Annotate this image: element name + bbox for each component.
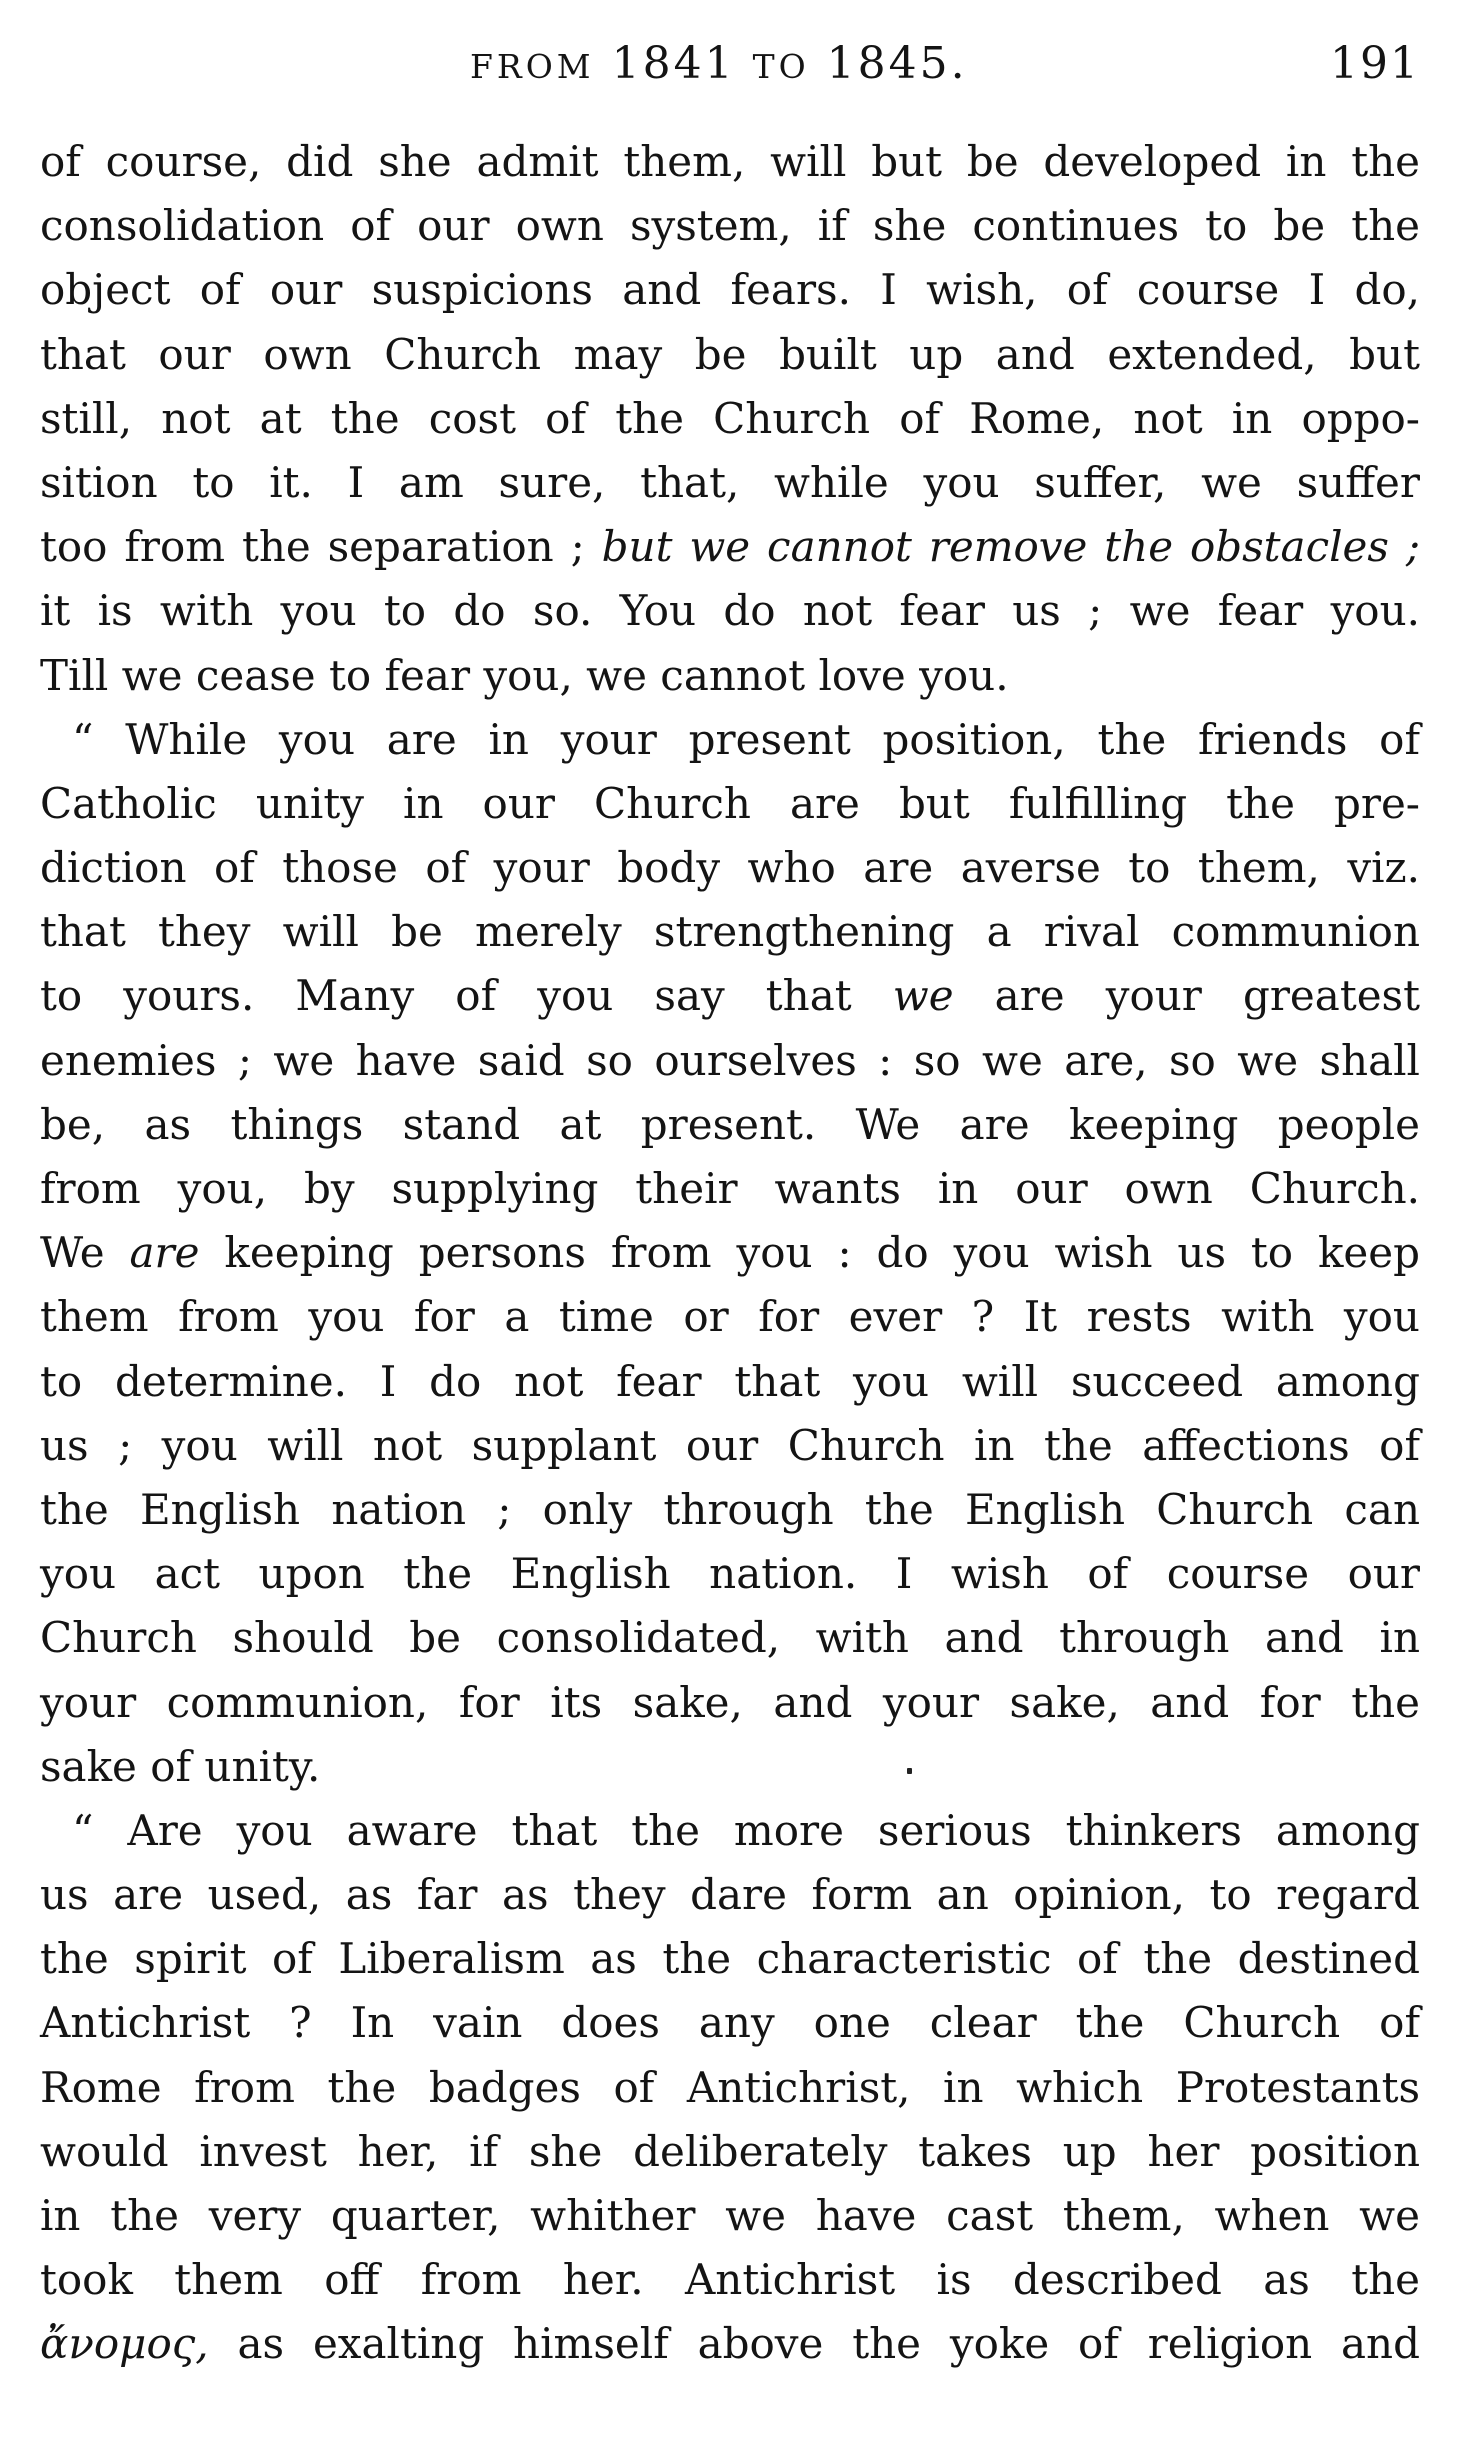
text-line: [40, 964, 1420, 1028]
text-line: the spirit of Liberalism as the characteristic of the destined: [40, 1934, 1420, 1984]
text-run: We: [40, 1228, 105, 1278]
text-line: Rome from the badges of Antichrist, in which Protestants: [40, 2062, 1420, 2112]
running-title: [470, 38, 968, 89]
page-number: 191: [1330, 38, 1420, 89]
running-title-from: FROM: [470, 47, 595, 86]
italic-text: are: [129, 1228, 200, 1278]
text-line: took them off from her. Antichrist is described as the: [40, 2255, 1420, 2305]
text-line: [40, 1221, 1420, 1285]
text-line: enemies ; we have said so ourselves : so we are, so we shall: [40, 1035, 1420, 1085]
text-run: to yours. Many of you say that: [40, 971, 852, 1021]
text-run: keeping persons from you : do you wish us to keep: [224, 1228, 1421, 1278]
print-speck: [907, 1768, 912, 1774]
text-line: would invest her, if she deliberately takes up her position: [40, 2126, 1420, 2176]
text-line: that they will be merely strengthening a rival communion: [40, 907, 1420, 957]
running-title-to: TO: [752, 47, 810, 86]
text-line: your communion, for its sake, and your sake, and for the: [40, 1677, 1420, 1727]
text-line: Till we cease to fear you, we cannot love you.: [40, 650, 1009, 700]
text-run: as exalting himself above the yoke of religion and: [237, 2319, 1420, 2369]
text-run: are your greatest: [994, 971, 1420, 1021]
text-line: it is with you to do so. You do not fear us ; we fear you.: [40, 586, 1420, 636]
text-line: “ Are you aware that the more serious thinkers among: [72, 1805, 1420, 1855]
text-line: “ While you are in your present position, the friends of: [72, 714, 1420, 764]
book-page: [40, 0, 1420, 2377]
text-line: [40, 515, 1420, 579]
text-line: Catholic unity in our Church are but fulfilling the pre-: [40, 778, 1420, 828]
text-line: us ; you will not supplant our Church in the affections of: [40, 1420, 1420, 1470]
italic-text: we: [892, 971, 954, 1021]
text-line: [40, 2312, 1420, 2376]
text-line: to determine. I do not fear that you will succeed among: [40, 1356, 1420, 1406]
text-line: consolidation of our own system, if she continues to be the: [40, 201, 1420, 251]
text-line: you act upon the English nation. I wish of course our: [40, 1549, 1420, 1599]
text-line: sition to it. I am sure, that, while you suffer, we suffer: [40, 457, 1420, 507]
text-line: be, as things stand at present. We are keeping people: [40, 1099, 1420, 1149]
text-line: that our own Church may be built up and extended, but: [40, 329, 1420, 379]
body-text: [40, 130, 1420, 2377]
text-line: sake of unity.: [40, 1741, 321, 1791]
text-line: Antichrist ? In vain does any one clear the Church of: [40, 1998, 1420, 2048]
text-line: the English nation ; only through the English Church can: [40, 1484, 1420, 1534]
text-line: from you, by supplying their wants in our own Church.: [40, 1164, 1420, 1213]
text-line: us are used, as far as they dare form an opinion, to regard: [40, 1870, 1420, 1920]
text-line: in the very quarter, whither we have cast them, when we: [40, 2191, 1420, 2240]
text-line: Church should be consolidated, with and through and in: [40, 1613, 1420, 1663]
italic-text: but we cannot remove the obstacles ;: [601, 522, 1420, 572]
text-line: object of our suspicions and fears. I wish, of course I do,: [40, 265, 1420, 315]
text-line: of course, did she admit them, will but be developed in the: [40, 137, 1420, 186]
greek-word: ἄνομος,: [40, 2319, 209, 2369]
text-line: still, not at the cost of the Church of Rome, not in oppo-: [40, 393, 1420, 443]
text-line: diction of those of your body who are averse to them, viz.: [40, 843, 1420, 893]
text-run: too from the separation ;: [40, 522, 585, 572]
running-title-year-end: 1845.: [826, 38, 968, 89]
text-line: them from you for a time or for ever ? It rests with you: [40, 1292, 1420, 1342]
running-title-year-start: 1841: [611, 38, 736, 89]
page-header: [40, 0, 1420, 130]
